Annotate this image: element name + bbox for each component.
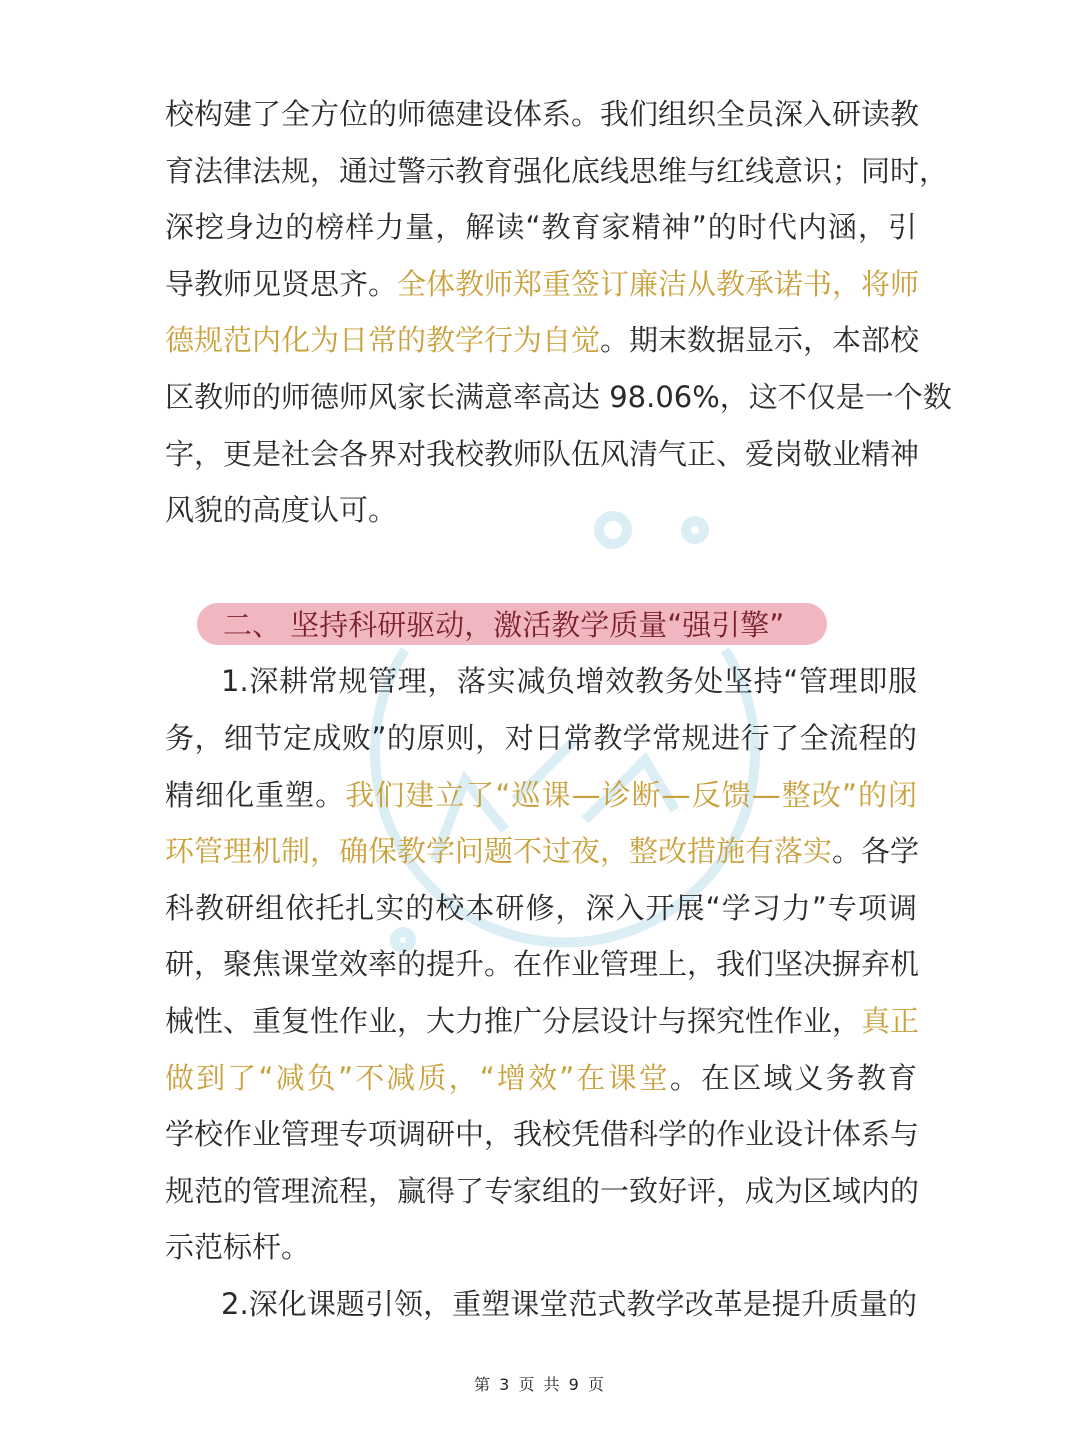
text-line: 学校作业管理专项调研中，我校凭借科学的作业设计体系与: [165, 1117, 920, 1152]
text-line: 务，细节定成败”的原则，对日常教学常规进行了全流程的: [165, 720, 917, 755]
text-line: 深挖身边的榜样力量，解读“教育家精神”的时代内涵，引: [165, 210, 917, 245]
text-segment: 。在区域义务教育: [669, 1060, 917, 1095]
section-heading: [165, 597, 917, 654]
highlighted-text: 德规范内化为日常的教学行为自觉: [165, 323, 601, 358]
text-line: [165, 823, 920, 880]
text-line: [165, 767, 917, 824]
highlighted-text: 我们建立了“巡课—诊断—反馈—整改”的闭: [345, 777, 917, 812]
text-segment: 。各学: [832, 834, 920, 869]
text-line: 规范的管理流程，赢得了专家组的一致好评，成为区域内的: [165, 1173, 920, 1208]
highlighted-text: 环管理机制，确保教学问题不过夜，整改措施有落实: [165, 834, 833, 869]
highlighted-text: 真正: [861, 1003, 920, 1038]
text-segment: 精细化重塑。: [165, 777, 346, 812]
text-segment: 。期末数据显示，本部校: [600, 323, 920, 358]
document-body: [165, 86, 952, 1332]
paragraph-research-guidance: [165, 1276, 917, 1333]
highlighted-text: 全体教师郑重签订廉洁从教承诺书，将师: [397, 266, 920, 301]
text-line: 校构建了全方位的师德建设体系。我们组织全员深入研读教: [165, 97, 920, 131]
highlighted-text: 做到了“减负”不减质，“增效”在课堂: [165, 1060, 670, 1095]
text-line: [165, 312, 920, 369]
paragraph-routine-management: [165, 653, 920, 1276]
text-line: [165, 1050, 917, 1107]
text-line: 育法律法规，通过警示教育强化底线思维与红线意识；同时，: [165, 153, 949, 188]
text-line: 风貌的高度认可。: [165, 493, 398, 528]
text-line: 区教师的师德师风家长满意率高达 98.06%，这不仅是一个数: [165, 379, 952, 414]
paragraph-teacher-ethics: [165, 86, 952, 539]
text-segment: 械性、重复性作业，大力推广分层设计与探究性作业，: [165, 1003, 862, 1038]
section-heading-text: 二、 坚持科研驱动，激活教学质量“强引擎”: [223, 607, 785, 642]
text-line: [165, 256, 920, 313]
text-segment: 导教师见贤思齐。: [165, 266, 398, 301]
section-gap: [165, 539, 917, 597]
text-line: 2.深化课题引领，重塑课堂范式教学改革是提升质量的: [221, 1286, 917, 1321]
text-line: 科教研组依托扎实的校本研修，深入开展“学习力”专项调: [165, 890, 917, 925]
text-line: 示范标杆。: [165, 1230, 311, 1265]
text-line: 研，聚焦课堂效率的提升。在作业管理上，我们坚决摒弃机: [165, 947, 920, 982]
text-line: 1.深耕常规管理，落实减负增效教务处坚持“管理即服: [221, 664, 917, 699]
text-line: 字，更是社会各界对我校教师队伍风清气正、爱岗敬业精神: [165, 436, 920, 471]
text-line: [165, 993, 920, 1050]
page-number-footer: 第 3 页 共 9 页: [474, 1375, 606, 1394]
